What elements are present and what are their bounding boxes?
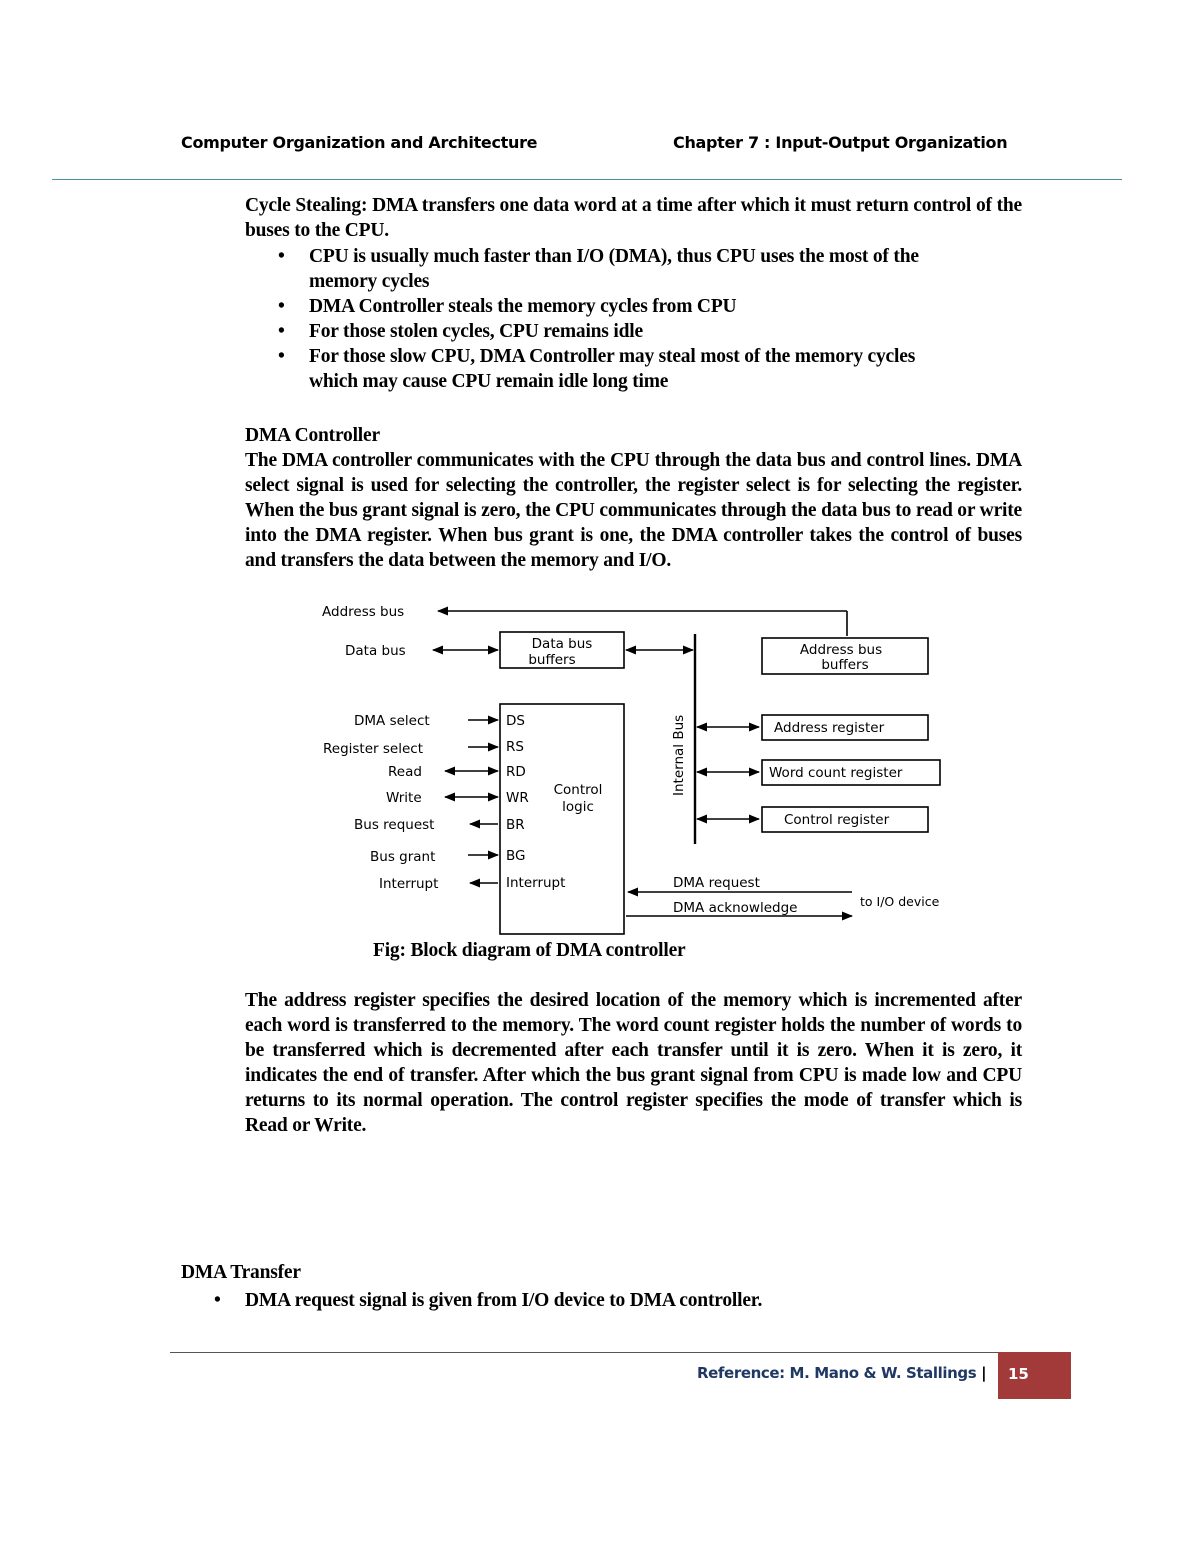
cycle-stealing-text: : DMA transfers one data word at a time after which it must return control of the buses to the CPU. [245,195,1023,241]
pin-bg: BG [506,848,526,864]
control-register-label: Control register [784,812,890,828]
internal-bus-label: Internal Bus [671,714,687,796]
word-count-register-label: Word count register [769,765,903,781]
page-number: 15 [998,1352,1071,1399]
footer-divider [170,1352,1000,1353]
dma-controller-paragraph: The DMA controller communicates with the CPU through the data bus and control lines. DMA select signal is used for selecting the controller, the register select is for selecting the register. When the bus grant signal is zero, the CPU communicates through the data bus to read or write into the DMA register. When bus grant is one, the DMA controller takes the control of buses and transfers the data between the memory and I/O. [245,450,1022,571]
pin-br: BR [506,817,525,833]
list-item: • DMA Controller steals the memory cycles from CPU [245,294,965,319]
dma-request-label: DMA request [673,875,760,891]
write-label: Write [386,790,422,806]
cycle-stealing-bullets [245,244,965,394]
address-bus-buffers-label: buffers [821,657,869,673]
pin-interrupt: Interrupt [506,875,566,891]
list-item: • For those slow CPU, DMA Controller may steal most of the memory cycles which may cause CPU remain idle long time [245,344,965,394]
running-header-left: Computer Organization and Architecture [181,133,538,152]
list-item: • DMA request signal is given from I/O device to DMA controller. [181,1288,1021,1313]
footer-reference [697,1364,986,1382]
data-bus-buffers-label: buffers [528,652,576,668]
list-item: • For those stolen cycles, CPU remains idle [245,319,965,344]
list-item: • CPU is usually much faster than I/O (DMA), thus CPU uses the most of the memory cycles [245,244,965,294]
control-logic-label: Control [553,782,603,798]
dma-transfer-title: DMA Transfer [181,1262,301,1283]
cycle-stealing-term: Cycle Stealing [245,195,361,216]
control-logic-label: logic [562,799,594,815]
footer-separator: | [981,1364,987,1382]
running-header-right: Chapter 7 : Input-Output Organization [673,133,1008,152]
dma-acknowledge-label: DMA acknowledge [673,900,798,916]
address-bus-label: Address bus [322,604,405,620]
header-divider [52,179,1122,180]
bus-grant-label: Bus grant [370,849,436,865]
address-bus-buffers-label: Address bus [799,642,883,658]
data-bus-buffers-label: Data bus [531,636,593,652]
interrupt-label: Interrupt [379,876,439,892]
cycle-stealing-paragraph [245,193,1022,243]
dma-transfer-bullets [181,1288,1021,1313]
register-select-label: Register select [323,741,423,757]
data-bus-label: Data bus [345,643,406,659]
pin-wr: WR [506,790,529,806]
read-label: Read [388,764,422,780]
dma-block-diagram [300,596,980,936]
bus-request-label: Bus request [354,817,435,833]
pin-rs: RS [506,739,524,755]
pin-rd: RD [506,764,526,780]
to-io-device-label: to I/O device [860,894,940,909]
pin-ds: DS [506,713,525,729]
dma-select-label: DMA select [354,713,430,729]
address-register-label: Address register [774,720,885,736]
footer-reference-text: Reference: M. Mano & W. Stallings [697,1364,977,1382]
registers-paragraph: The address register specifies the desired location of the memory which is incremented after each word is transferred to the memory. The word count register holds the number of words to be transferred which is decremented after each transfer until it is zero. When it is zero, it indicates the end of transfer. After which the bus grant signal from CPU is made low and CPU returns to its normal operation. The control register specifies the mode of transfer which is Read or Write. [245,990,1022,1136]
figure-caption: Fig: Block diagram of DMA controller [373,940,686,961]
dma-controller-title: DMA Controller [245,425,380,446]
